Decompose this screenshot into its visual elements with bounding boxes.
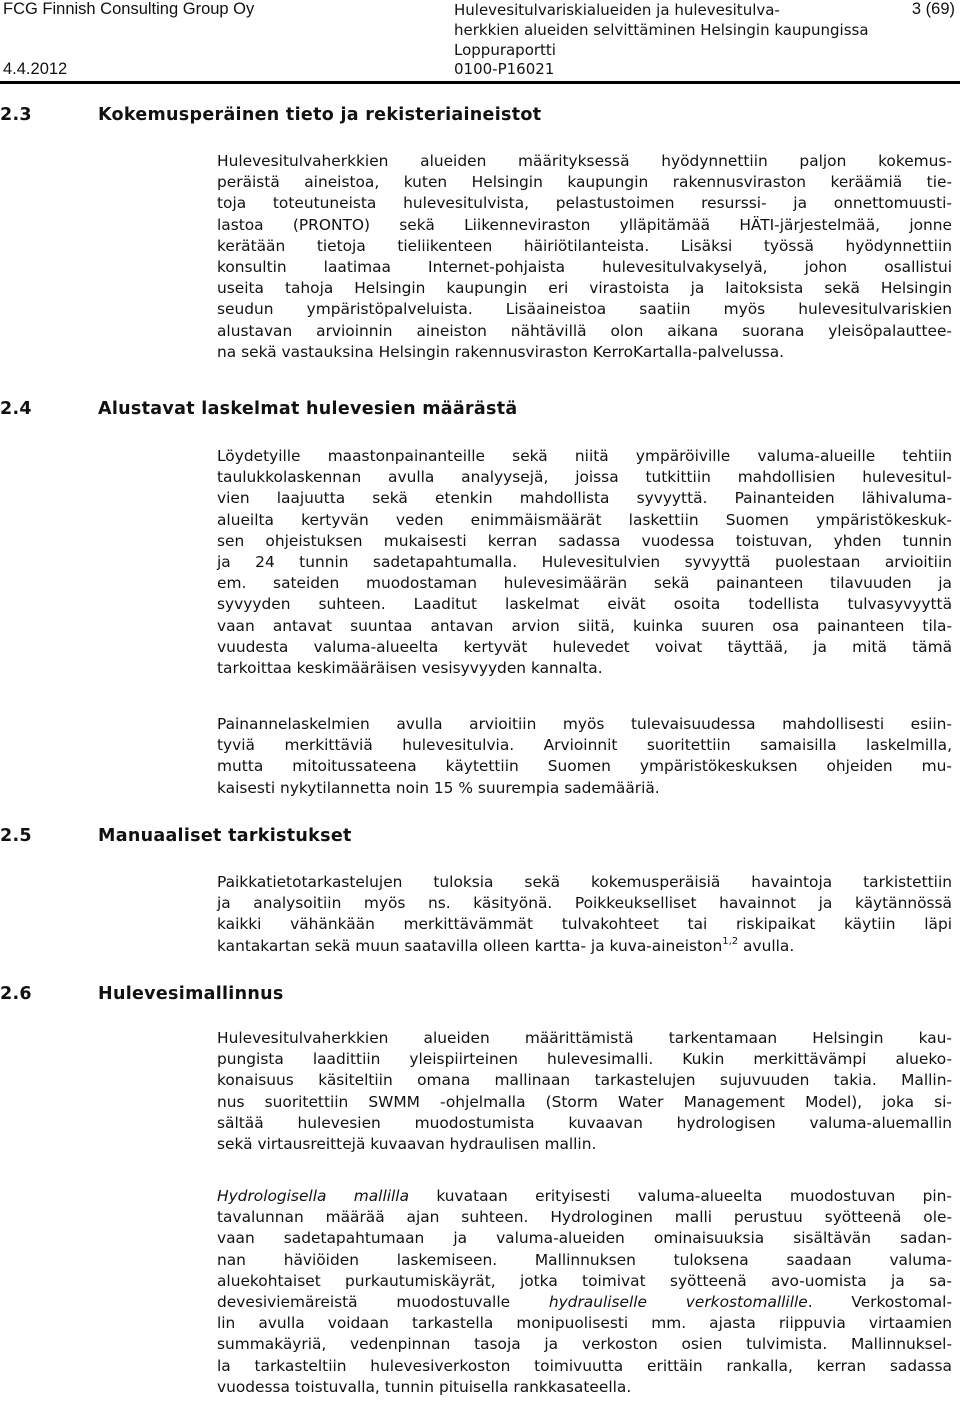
text-line: nus suoritettiin SWMM -ohjelmalla (Storm Water Management Model), joka si- xyxy=(217,1092,952,1111)
text-line xyxy=(217,936,952,957)
text-line: konaisuus käsiteltiin omana mallinaan tarkastelujen sujuvuuden takia. Mallin- xyxy=(217,1071,952,1090)
text-line: lin avulla voidaan tarkastella monipuolisesti mm. ajasta riippuvia virtaamien xyxy=(217,1314,952,1333)
paragraph-2-4-a xyxy=(217,446,952,679)
text-line xyxy=(217,1292,952,1313)
text-line: em. sateiden muodostaman hulevesimäärän sekä painanteen tilavuuden ja xyxy=(217,574,952,593)
text-line: ja analysoitiin myös ns. käsityönä. Poikkeukselliset havainnot ja käytännössä xyxy=(217,894,952,913)
text-line: tarkoittaa keskimääräisen vesisyvyyden kannalta. xyxy=(217,658,603,677)
text-line: seudun ympäristöpalveluista. Lisäaineistoa saatiin myös hulevesitulvariskien xyxy=(217,300,952,319)
document-type: Loppuraportti xyxy=(454,41,556,59)
text-line: pungista laadittiin yleispiirteinen hulevesimalli. Kukin merkittävämpi alueko- xyxy=(217,1050,952,1069)
project-code: 0100-P16021 xyxy=(454,60,555,78)
text-line: vuodessa toistuvalla, tunnin pituisella rankkasateella. xyxy=(217,1377,632,1396)
document-title xyxy=(454,0,869,60)
text-line: vaan antavat suuntaa antavan arvion siitä, kuinka suuren osa painanteen tila- xyxy=(217,616,952,635)
text-line: Hulevesitulvaherkkien alueiden määrittämistä tarkentamaan Helsingin kau- xyxy=(217,1029,952,1047)
section-number: 2.5 xyxy=(0,826,32,846)
text-line: alueilta kertyvän veden enimmäismäärät laskettiin Suomen ympäristökeskuk- xyxy=(217,510,952,529)
text-line: sen ohjeistuksen mukaisesti kerran sadassa vuodessa toistuvan, yhden tunnin xyxy=(217,531,952,550)
text-line: aluekohtaiset purkautumiskäyrät, jotka toimivat syötteenä avo-uomista ja sa- xyxy=(217,1271,952,1290)
text-line: vuudesta valuma-alueelta kertyvät hulevedet voivat täyttää, ja mitä tämä xyxy=(217,637,952,656)
text-line: mutta mitoitussateena käytettiin Suomen ympäristökeskuksen ohjeiden mu- xyxy=(217,757,952,776)
text-line: na sekä vastauksina Helsingin rakennusviraston KerroKartalla-palvelussa. xyxy=(217,342,785,361)
section-title: Hulevesimallinnus xyxy=(98,984,284,1004)
section-number: 2.6 xyxy=(0,984,32,1004)
text-line: useita tahoja Helsingin kaupungin eri virastoista ja laitoksista sekä Helsingin xyxy=(217,279,952,298)
section-number: 2.4 xyxy=(0,399,32,419)
document-date: 4.4.2012 xyxy=(3,60,68,78)
text-line: sältää hulevesien muodostumista kuvaavan hydrologisen valuma-aluemallin xyxy=(217,1113,952,1132)
section-heading-2-3 xyxy=(0,105,541,125)
page-number: 3 (69) xyxy=(911,0,955,18)
text-line: alustavan arvioinnin aineiston nähtävillä olon aikana suorana yleisöpalauttee- xyxy=(217,321,952,340)
text-line: vien laajuutta sekä etenkin mahdollista syvyyttä. Painanteiden lähivaluma- xyxy=(217,489,952,508)
italic-term: Hydrologisella mallilla xyxy=(217,1187,409,1205)
paragraph-2-3 xyxy=(217,151,952,363)
paragraph-2-5 xyxy=(217,872,952,957)
text-fragment: devesiviemäreistä muodostuvalle xyxy=(217,1292,549,1311)
text-line: kaikki vähänkään merkittävämmät tulvakohteet tai riskipaikat käytiin läpi xyxy=(217,915,952,934)
text-line xyxy=(217,1186,952,1207)
section-title: Alustavat laskelmat hulevesien määrästä xyxy=(98,399,518,419)
paragraph-2-4-b xyxy=(217,714,952,799)
text-line: tavalunnan määrää ajan suhteen. Hydrologinen malli perustuu syötteenä ole- xyxy=(217,1208,952,1227)
text-line: tyviä merkittäviä hulevesitulvia. Arvioinnit suoritettiin samaisilla laskelmilla, xyxy=(217,736,952,755)
company-name: FCG Finnish Consulting Group Oy xyxy=(3,0,255,18)
text-fragment: . Verkostomal- xyxy=(807,1292,952,1311)
text-line: konsultin laatimaa Internet-pohjaista hulevesitulvakyselyä, johon osallistui xyxy=(217,257,952,276)
paragraph-2-6-a xyxy=(217,1028,952,1155)
footnote-reference: 1,2 xyxy=(722,935,739,947)
text-line: Paikkatietotarkastelujen tuloksia sekä kokemusperäisiä havaintoja tarkistettiin xyxy=(217,873,952,891)
text-line: Löydetyille maastonpainanteille sekä niitä ympäröiville valuma-alueille tehtiin xyxy=(217,447,952,465)
section-number: 2.3 xyxy=(0,105,32,125)
section-heading-2-6 xyxy=(0,984,284,1004)
text-line: sekä virtausreittejä kuvaavan hydraulisen mallin. xyxy=(217,1134,597,1153)
text-line: kerätään tietoja tieliikenteen häiriötilanteista. Lisäksi työssä hyödynnettiin xyxy=(217,236,952,255)
text-line: Hulevesitulvaherkkien alueiden määrityksessä hyödynnettiin paljon kokemus- xyxy=(217,152,952,170)
text-line: ja 24 tunnin sadetapahtumalla. Hulevesitulvien syvyyttä puolestaan arvioitiin xyxy=(217,552,952,571)
document-title-line-2: herkkien alueiden selvittäminen Helsingin kaupungissa xyxy=(454,21,869,39)
section-title: Manuaaliset tarkistukset xyxy=(98,826,352,846)
text-line: lastoa (PRONTO) sekä Liikenneviraston ylläpitämää HÄTI-järjestelmää, jonne xyxy=(217,215,952,234)
header-divider xyxy=(0,81,960,84)
section-heading-2-4 xyxy=(0,399,518,419)
document-title-line-1: Hulevesitulvariskialueiden ja hulevesitulva- xyxy=(454,1,780,19)
text-line: Painannelaskelmien avulla arvioitiin myös tulevaisuudessa mahdollisesti esiin- xyxy=(217,715,952,733)
section-heading-2-5 xyxy=(0,826,352,846)
text-line: nan häviöiden laskemiseen. Mallinnuksen tuloksena saadaan valuma- xyxy=(217,1250,952,1269)
text-fragment: kantakartan sekä muun saatavilla olleen kartta- ja kuva-aineiston xyxy=(217,936,723,955)
text-line: peräistä aineistoa, kuten Helsingin kaupungin rakennusviraston keräämiä tie- xyxy=(217,173,952,192)
paragraph-2-6-b xyxy=(217,1186,952,1398)
text-line: toja toteutuneista hulevesitulvista, pelastustoimen resurssi- ja onnettomuusti- xyxy=(217,194,952,213)
text-line: la tarkasteltiin hulevesiverkoston toimivuutta erittäin rankalla, kerran sadassa xyxy=(217,1356,952,1375)
text-line: kaisesti nykytilannetta noin 15 % suurempia sademääriä. xyxy=(217,778,660,797)
text-line: summakäyriä, vedenpinnan tasoja ja verkoston osien tulvimista. Mallinnuksel- xyxy=(217,1335,952,1354)
italic-term: hydrauliselle verkostomallille xyxy=(548,1292,808,1311)
text-fragment: avulla. xyxy=(743,936,795,955)
text-line: taulukkolaskennan avulla analyysejä, joissa tutkittiin mahdollisien hulevesitul- xyxy=(217,468,952,487)
text-fragment: kuvataan erityisesti valuma-alueelta muodostuvan pin- xyxy=(409,1187,952,1205)
section-title: Kokemusperäinen tieto ja rekisteriaineistot xyxy=(98,105,542,125)
text-line: syvyyden suhteen. Laaditut laskelmat eivät osoita todellista tulvasyvyyttä xyxy=(217,595,952,614)
text-line: vaan sadetapahtumaan ja valuma-alueiden ominaisuuksia sisältävän sadan- xyxy=(217,1229,952,1248)
